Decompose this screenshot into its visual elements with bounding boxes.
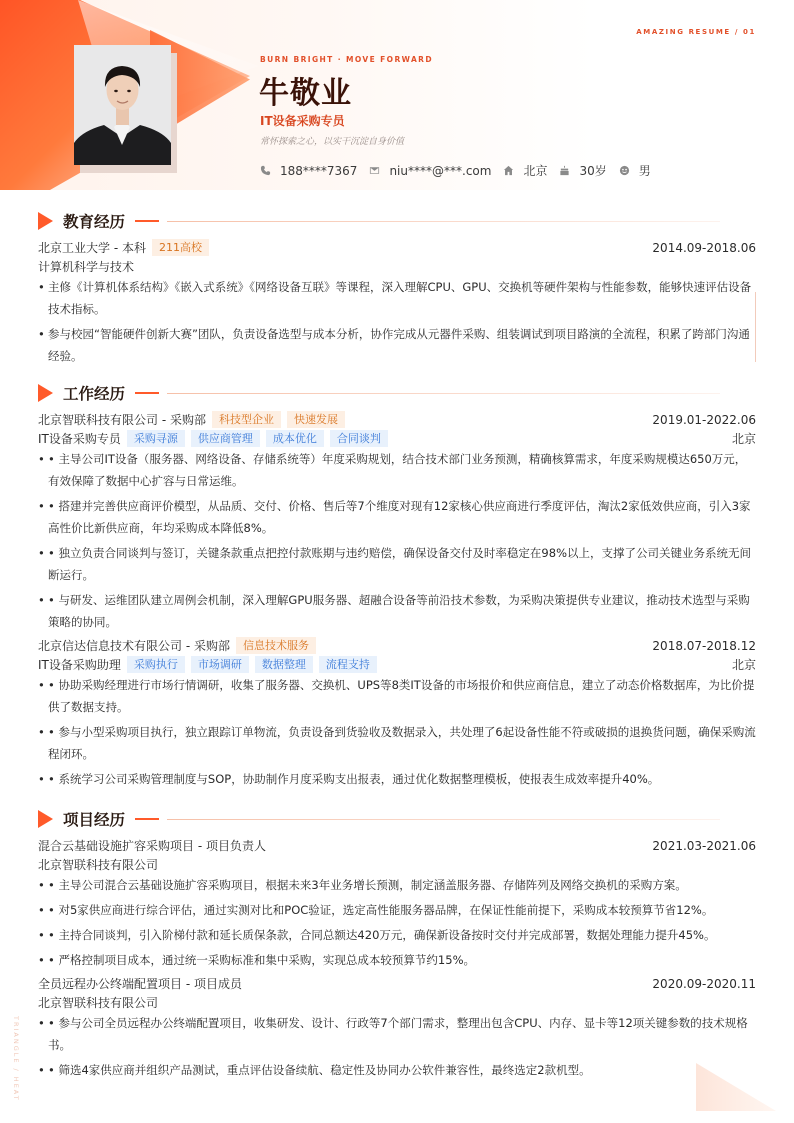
contact-bar [260,162,663,179]
list-item: • • 筛选4家供应商并组织产品测试，重点评估设备续航、稳定性及协同办公软件兼容性，最终选定2款机型。 [38,1059,756,1081]
company-tag: 科技型企业 [212,411,281,428]
slogan: 常怀探索之心，以实干沉淀自身价值 [260,137,405,147]
skill-tag: 供应商管理 [191,430,260,447]
project-date: 2020.09-2020.11 [652,976,756,991]
section-divider [167,819,720,820]
email-text[interactable]: niu****@***.com [389,163,492,178]
project-date: 2021.03-2021.06 [652,838,756,853]
school-name: 北京工业大学 - 本科 [38,241,146,255]
section-header [38,808,756,830]
candidate-name: 牛敬业 [259,76,352,111]
section-divider [167,393,720,394]
skill-tag: 流程支持 [319,656,377,673]
list-item: • • 独立负责合同谈判与签订，关键条款重点把控付款账期与违约赔偿，确保设备交付及时率稳定在98%以上，支撑了公司关键业务系统无间断运行。 [38,542,756,586]
work-date: 2019.01-2022.06 [652,412,756,427]
job-title: IT设备采购专员 [260,114,345,128]
list-item: • • 搭建并完善供应商评价模型，从品质、交付、价格、售后等7个维度对现有12家核心供应商进行季度评估，淘汰2家低效供应商，引入3家高性价比新供应商，年均采购成本降低8%。 [38,495,756,539]
cake-icon [559,165,570,176]
project-org: 北京智联科技有限公司 [38,858,159,872]
list-item: • • 参与公司全员远程办公终端配置项目，收集研发、设计、行政等7个部门需求，整理出包含CPU、内存、显卡等12项关键参数的技术规格书。 [38,1012,756,1056]
list-item: • • 主导公司IT设备（服务器、网络设备、存储系统等）年度采购规划，结合技术部门业务预测，精确核算需求，年度采购规模达650万元，有效保障了数据中心扩容与日常运维。 [38,448,756,492]
mail-icon [369,165,380,176]
list-item: • • 协助采购经理进行市场行情调研，收集了服务器、交换机、UPS等8类IT设备的市场报价和供应商信息，建立了动态价格数据库，为比价提供了数据支持。 [38,674,756,718]
list-item: • 参与校园“智能硬件创新大赛”团队，负责设备选型与成本分析，协作完成从元器件采购、组装调试到项目路演的全流程，积累了跨部门沟通经验。 [38,323,756,367]
avatar-photo [74,45,171,165]
skill-tag: 合同谈判 [330,430,388,447]
work-role-row [38,655,756,674]
projects-section [38,808,756,1084]
work-section [38,382,756,793]
contact-city [503,162,547,179]
project-entry-header [38,836,756,855]
section-title: 工作经历 [63,385,126,403]
work-entry-header [38,636,756,655]
role-name: IT设备采购助理 [38,658,121,672]
company-tag: 信息技术服务 [236,637,316,654]
project-name: 全员远程办公终端配置项目 - 项目成员 [38,977,242,991]
section-header [38,210,756,232]
project-org: 北京智联科技有限公司 [38,996,159,1010]
project-bullets [38,874,756,971]
education-date: 2014.09-2018.06 [652,240,756,255]
work-role-row [38,429,756,448]
contact-gender [619,162,651,179]
home-icon [503,165,514,176]
skill-tag: 市场调研 [191,656,249,673]
company-name: 北京信达信息技术有限公司 - 采购部 [38,639,230,653]
contact-email [369,164,491,178]
role-name: IT设备采购专员 [38,432,121,446]
triangle-icon [38,212,53,230]
city-text: 北京 [523,164,548,178]
company-name: 北京智联科技有限公司 - 采购部 [38,413,206,427]
triangle-icon [38,384,53,402]
triangle-icon [38,810,53,828]
project-entry-header [38,974,756,993]
work-date: 2018.07-2018.12 [652,638,756,653]
section-title: 项目经历 [63,811,126,829]
education-section [38,210,756,370]
education-entry-header [38,238,756,257]
section-header [38,382,756,404]
list-item: • • 系统学习公司采购管理制度与SOP，协助制作月度采购支出报表，通过优化数据整理模板，使报表生成效率提升40%。 [38,768,756,790]
work-entry-header [38,410,756,429]
major: 计算机科学与技术 [38,260,135,274]
project-bullets [38,1012,756,1081]
work-bullets [38,674,756,790]
skill-tag: 数据整理 [255,656,313,673]
project-name: 混合云基础设施扩容采购项目 - 项目负责人 [38,839,266,853]
section-divider [167,221,720,222]
gender-icon [619,165,630,176]
list-item: • • 主导公司混合云基础设施扩容采购项目，根据未来3年业务增长预测，制定涵盖服务器、存储阵列及网络交换机的采购方案。 [38,874,756,896]
contact-phone [260,164,357,178]
work-city: 北京 [731,432,756,446]
list-item: • • 对5家供应商进行综合评估，通过实测对比和POC验证，选定高性能服务器品牌，在保证性能前提下，采购成本较预算节省12%。 [38,899,756,921]
skill-tag: 采购执行 [127,656,185,673]
motto: BURN BRIGHT · MOVE FORWARD [260,55,433,64]
list-item: • • 与研发、运维团队建立周例会机制，深入理解GPU服务器、超融合设备等前沿技术参数，为采购决策提供专业建议，推动技术选型与采购策略的协同。 [38,589,756,633]
skill-tag: 成本优化 [266,430,324,447]
avatar [74,45,171,165]
list-item: • • 主持合同谈判，引入阶梯付款和延长质保条款，合同总额达420万元，确保新设备按时交付并完成部署，数据处理能力提升45%。 [38,924,756,946]
contact-age [559,162,606,179]
phone-text[interactable]: 188****7367 [280,163,358,178]
work-city: 北京 [731,658,756,672]
school-tag: 211高校 [152,239,209,256]
section-dash [135,220,159,222]
age-text: 30岁 [579,164,607,178]
list-item: • • 严格控制项目成本，通过统一采购标准和集中采购，实现总成本较预算节约15%。 [38,949,756,971]
gender-text: 男 [638,164,651,178]
side-rule [755,292,756,362]
skill-tag: 采购寻源 [127,430,185,447]
side-watermark: TRIANGLE / HEAT [12,1016,20,1102]
section-dash [135,818,159,820]
resume-tag: AMAZING RESUME / 01 [636,28,756,36]
section-title: 教育经历 [63,213,126,231]
education-bullets [38,276,756,367]
phone-icon [260,165,271,176]
work-bullets [38,448,756,633]
company-tag: 快速发展 [287,411,345,428]
list-item: • • 参与小型采购项目执行，独立跟踪订单物流，负责设备到货验收及数据录入，共处理了6起设备性能不符或破损的退换货问题，确保采购流程闭环。 [38,721,756,765]
list-item: • 主修《计算机体系结构》《嵌入式系统》《网络设备互联》等课程，深入理解CPU、GPU、交换机等硬件架构与性能参数，能够快速评估设备技术指标。 [38,276,756,320]
section-dash [135,392,159,394]
